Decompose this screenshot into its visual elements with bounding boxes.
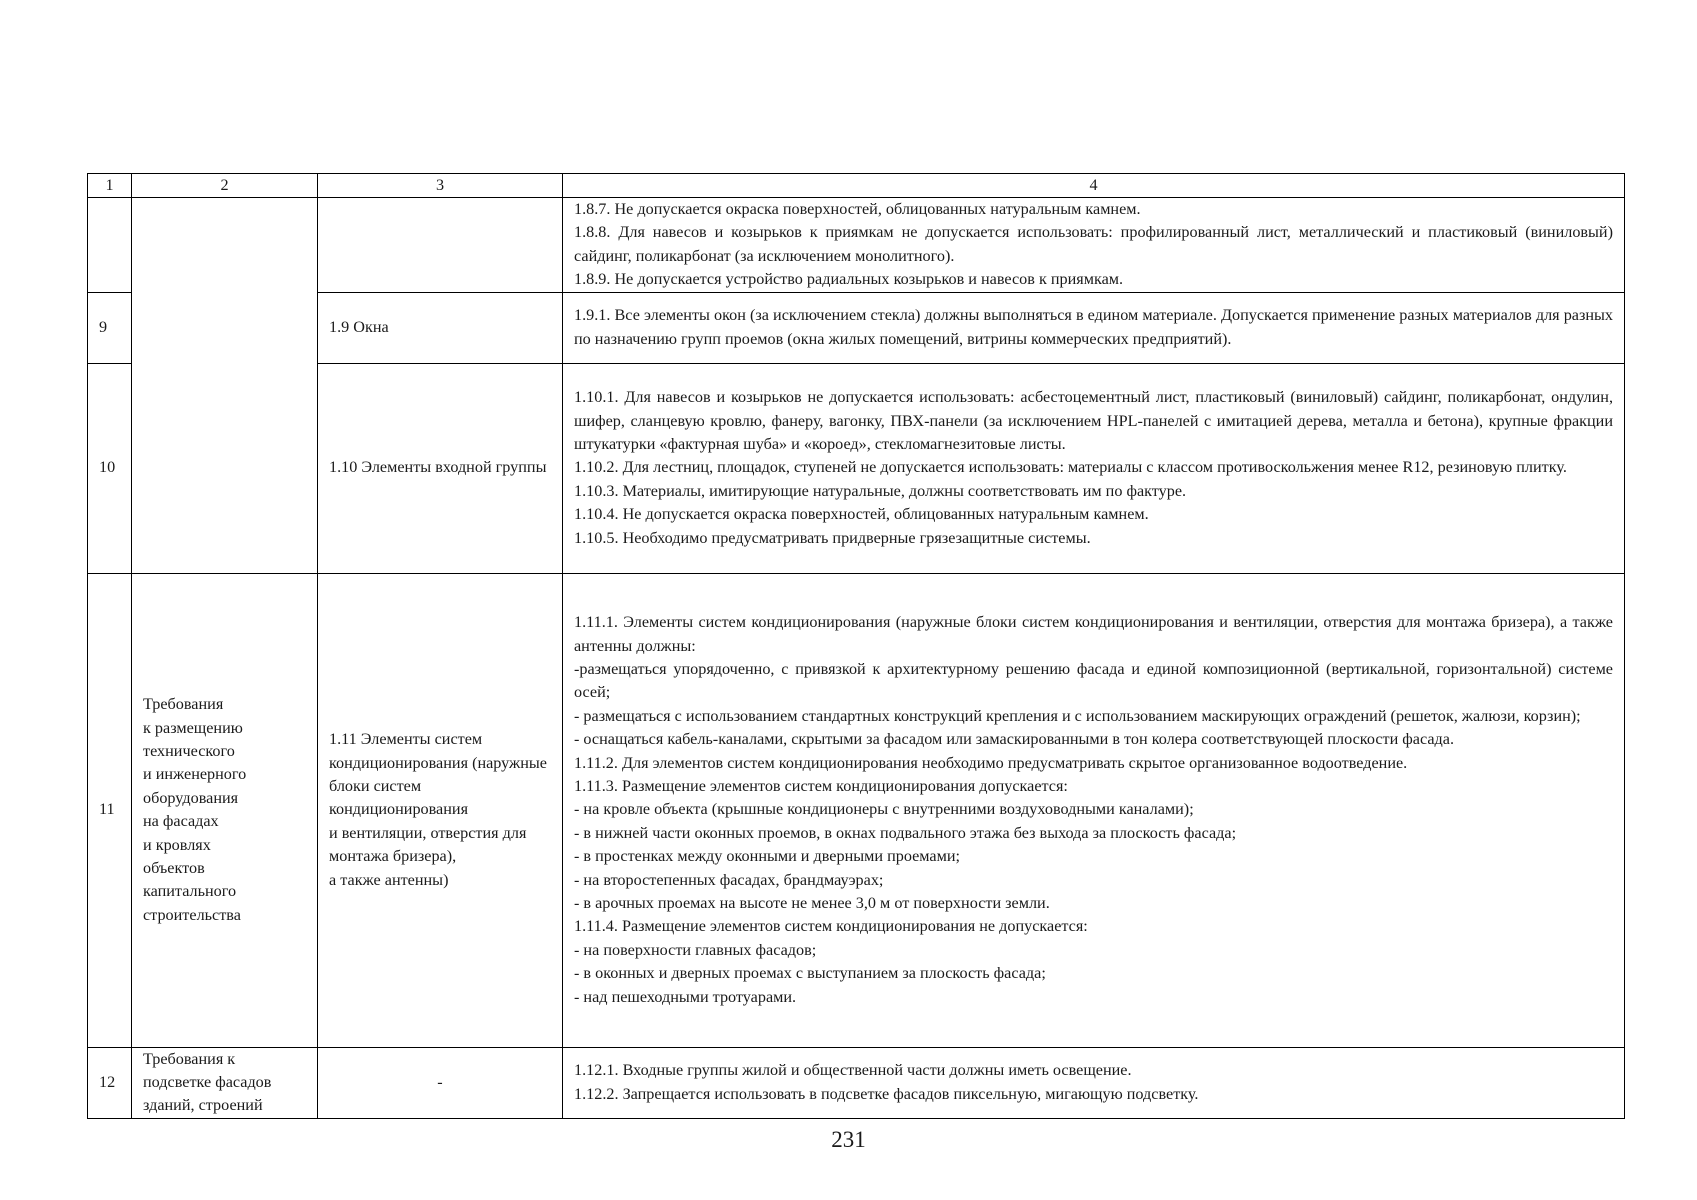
requirement-paragraph: 1.9.1. Все элементы окон (за исключением стекла) должны выполняться в едином материале. Допускается применение разных материалов для разных по назначению групп проемов (окна жилых помещений, витрины коммерческих предприятий). xyxy=(574,306,1613,348)
requirement-paragraph: - на поверхности главных фасадов; xyxy=(574,940,817,959)
requirement-paragraph: 1.10.1. Для навесов и козырьков не допускается использовать: асбестоцементный лист, пластиковый (виниловый) сайдинг, поликарбонат, ондулин, шифер, сланцевую кровлю, фанеру, вагонку, ПВХ-панели (за исключением HPL-панелей с имитацией дерева, металла и бетона), крупные фракции штукатурки «фактурная шуба» и «короед», стекломагнезитовые листы. xyxy=(574,388,1613,454)
requirement-paragraph: - на кровле объекта (крышные кондиционеры с внутренними воздуховодными каналами); xyxy=(574,800,1194,819)
requirement-paragraph: 1.8.8. Для навесов и козырьков к приямкам не допускается использовать: профилированный лист, металлический и пластиковый (виниловый) сайдинг, поликарбонат (за исключением монолитного). xyxy=(574,223,1613,265)
requirement-paragraph: 1.11.2. Для элементов систем кондиционирования необходимо предусматривать скрытое организованное водоотведение. xyxy=(574,753,1408,772)
requirement-paragraph: 1.11.1. Элементы систем кондиционирования (наружные блоки систем кондиционирования и вентиляции, отверстия для монтажа бризера), а также антенны должны: xyxy=(574,613,1613,655)
requirement-paragraph: 1.10.3. Материалы, имитирующие натуральные, должны соответствовать им по фактуре. xyxy=(574,481,1187,500)
row-requirements xyxy=(563,198,1625,293)
table-row xyxy=(88,1047,1625,1118)
requirement-paragraph: - в нижней части оконных проемов, в окнах подвального этажа без выхода за плоскость фасада; xyxy=(574,823,1237,842)
row-category xyxy=(132,198,318,574)
table-row xyxy=(88,573,1625,1047)
requirements-table xyxy=(87,173,1625,1119)
requirement-paragraph: 1.8.9. Не допускается устройство радиальных козырьков и навесов к приямкам. xyxy=(574,270,1124,289)
requirement-paragraph: - оснащаться кабель-каналами, скрытыми за фасадом или замаскированными в тон колера соответствующей плоскости фасада. xyxy=(574,730,1455,749)
requirement-paragraph: 1.12.1. Входные группы жилой и общественной части должны иметь освещение. xyxy=(574,1061,1132,1080)
row-element: 1.11 Элементы систем кондиционирования (наружные блоки систем кондиционирования и вентиляции, отверстия для монтажа бризера), а также антенны) xyxy=(318,573,563,1047)
header-col-4: 4 xyxy=(563,174,1625,198)
row-element xyxy=(318,198,563,293)
requirement-paragraph: - в арочных проемах на высоте не менее 3,0 м от поверхности земли. xyxy=(574,894,1050,913)
row-category: Требования к подсветке фасадов зданий, строений xyxy=(132,1047,318,1118)
requirement-paragraph: - в оконных и дверных проемах с выступанием за плоскость фасада; xyxy=(574,964,1046,983)
requirement-paragraph: - размещаться с использованием стандартных конструкций крепления и с использованием маскирующих ограждений (решеток, жалюзи, корзин); xyxy=(574,706,1581,725)
row-element: - xyxy=(318,1047,563,1118)
header-col-1: 1 xyxy=(88,174,132,198)
row-requirements xyxy=(563,573,1625,1047)
table-row xyxy=(88,198,1625,293)
requirement-paragraph: 1.11.4. Размещение элементов систем кондиционирования не допускается: xyxy=(574,917,1088,936)
table-row xyxy=(88,292,1625,363)
row-requirements xyxy=(563,363,1625,573)
requirement-paragraph: - над пешеходными тротуарами. xyxy=(574,987,797,1006)
requirement-paragraph: 1.12.2. Запрещается использовать в подсветке фасадов пиксельную, мигающую подсветку. xyxy=(574,1084,1199,1103)
requirement-paragraph: 1.10.4. Не допускается окраска поверхностей, облицованных натуральным камнем. xyxy=(574,505,1149,524)
row-number: 12 xyxy=(88,1047,132,1118)
header-col-2: 2 xyxy=(132,174,318,198)
row-element: 1.10 Элементы входной группы xyxy=(318,363,563,573)
row-category: Требования к размещению технического и инженерного оборудования на фасадах и кровлях объектов капитального строительства xyxy=(132,573,318,1047)
requirement-paragraph: 1.10.5. Необходимо предусматривать придверные грязезащитные системы. xyxy=(574,528,1091,547)
row-number: 10 xyxy=(88,363,132,573)
table-row xyxy=(88,363,1625,573)
requirement-paragraph: - на второстепенных фасадах, брандмауэрах; xyxy=(574,870,884,889)
row-requirements xyxy=(563,1047,1625,1118)
row-element: 1.9 Окна xyxy=(318,292,563,363)
requirement-paragraph: 1.10.2. Для лестниц, площадок, ступеней не допускается использовать: материалы с классом противоскольжения менее R12, резиновую плитку. xyxy=(574,458,1567,477)
row-requirements xyxy=(563,292,1625,363)
requirement-paragraph: -размещаться упорядоченно, с привязкой к архитектурному решению фасада и единой композиционной (вертикальной, горизонтальной) системе осей; xyxy=(574,659,1613,702)
row-number xyxy=(88,198,132,293)
header-col-3: 3 xyxy=(318,174,563,198)
requirement-paragraph: 1.8.7. Не допускается окраска поверхностей, облицованных натуральным камнем. xyxy=(574,200,1141,218)
page-number: 231 xyxy=(831,1127,866,1152)
row-number: 11 xyxy=(88,573,132,1047)
row-number: 9 xyxy=(88,292,132,363)
requirement-paragraph: - в простенках между оконными и дверными проемами; xyxy=(574,847,961,866)
table-header-row xyxy=(88,174,1625,198)
requirement-paragraph: 1.11.3. Размещение элементов систем кондиционирования допускается: xyxy=(574,777,1068,796)
